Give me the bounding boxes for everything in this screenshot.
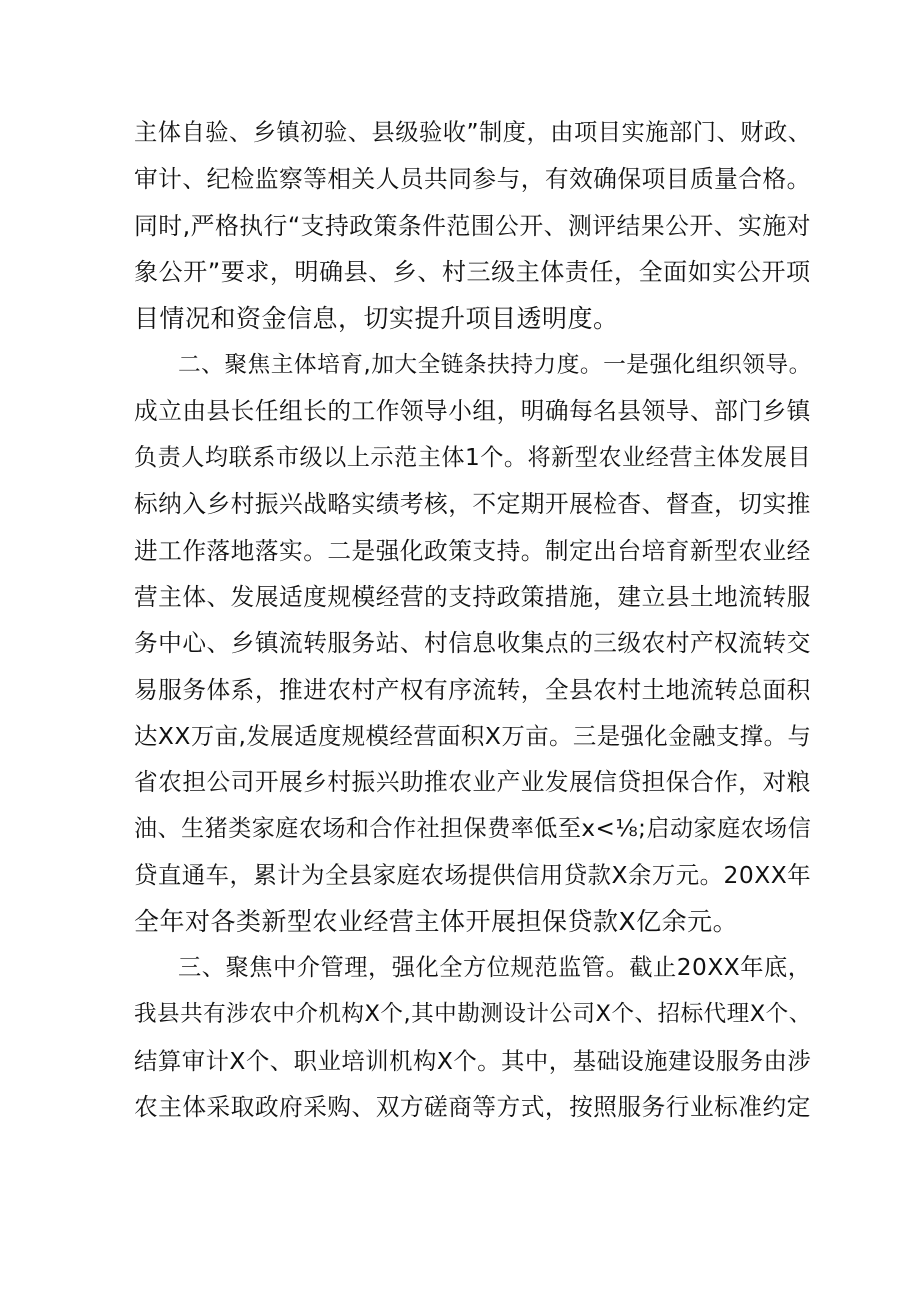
document-body — [134, 110, 814, 1131]
text-line: 达XX万亩,发展适度规模经营面积X万亩。三是强化金融支撑。与 — [134, 722, 812, 751]
paragraph-start-line: 三、聚焦中介管理，强化全方位规范监管。截止20XX年底， — [178, 954, 812, 982]
text-line: 全年对各类新型农业经营主体开展担保贷款X亿余元。 — [134, 906, 739, 936]
text-line: 贷直通车，累计为全县家庭农场提供信用贷款X余万元。20XX年 — [134, 861, 812, 890]
text-line: 负责人均联系市级以上示范主体1个。将新型农业经营主体发展目 — [134, 444, 812, 471]
text-line: 审计、纪检监察等相关人员共同参与，有效确保项目质量合格。 — [134, 165, 811, 194]
text-line: 象公开”要求，明确县、乡、村三级主体责任，全面如实公开项 — [134, 258, 811, 287]
text-line: 油、生猪类家庭农场和合作社担保费率低至x<⅛;启动家庭农场信 — [134, 815, 812, 842]
text-line: 主体自验、乡镇初验、县级验收”制度，由项目实施部门、财政、 — [134, 119, 812, 146]
text-line: 进工作落地落实。二是强化政策支持。制定出台培育新型农业经 — [134, 536, 811, 565]
text-line: 结算审计X个、职业培训机构X个。其中，基础设施建设服务由涉 — [134, 1046, 812, 1075]
text-line: 我县共有涉农中介机构X个,其中勘测设计公司X个、招标代理X个、 — [134, 1001, 812, 1028]
text-line: 成立由县长任组长的工作领导小组，明确每名县领导、部门乡镇 — [134, 397, 811, 426]
text-line: 农主体采取政府采购、双方磋商等方式，按照服务行业标准约定 — [134, 1093, 811, 1122]
text-line: 目情况和资金信息，切实提升项目透明度。 — [134, 303, 619, 333]
text-line: 务中心、乡镇流转服务站、村信息收集点的三级农村产权流转交 — [134, 629, 811, 658]
text-line: 省农担公司开展乡村振兴助推农业产业发展信贷担保合作，对粮 — [134, 768, 811, 797]
text-line: 标纳入乡村振兴战略实绩考核，不定期开展检杳、督查，切实推 — [134, 490, 811, 519]
text-line: 易服务体系，推进农村产权有序流转，全县农村土地流转总面积 — [134, 675, 811, 704]
paragraph-start-line: 二、聚焦主体培育,加大全链条扶持力度。一是强化组织领导。 — [178, 351, 812, 378]
text-line: 同时,严格执行“支持政策条件范围公开、测评结果公开、实施对 — [134, 211, 811, 240]
text-line: 营主体、发展适度规模经营的支持政策措施，建立县土地流转服 — [134, 582, 811, 611]
